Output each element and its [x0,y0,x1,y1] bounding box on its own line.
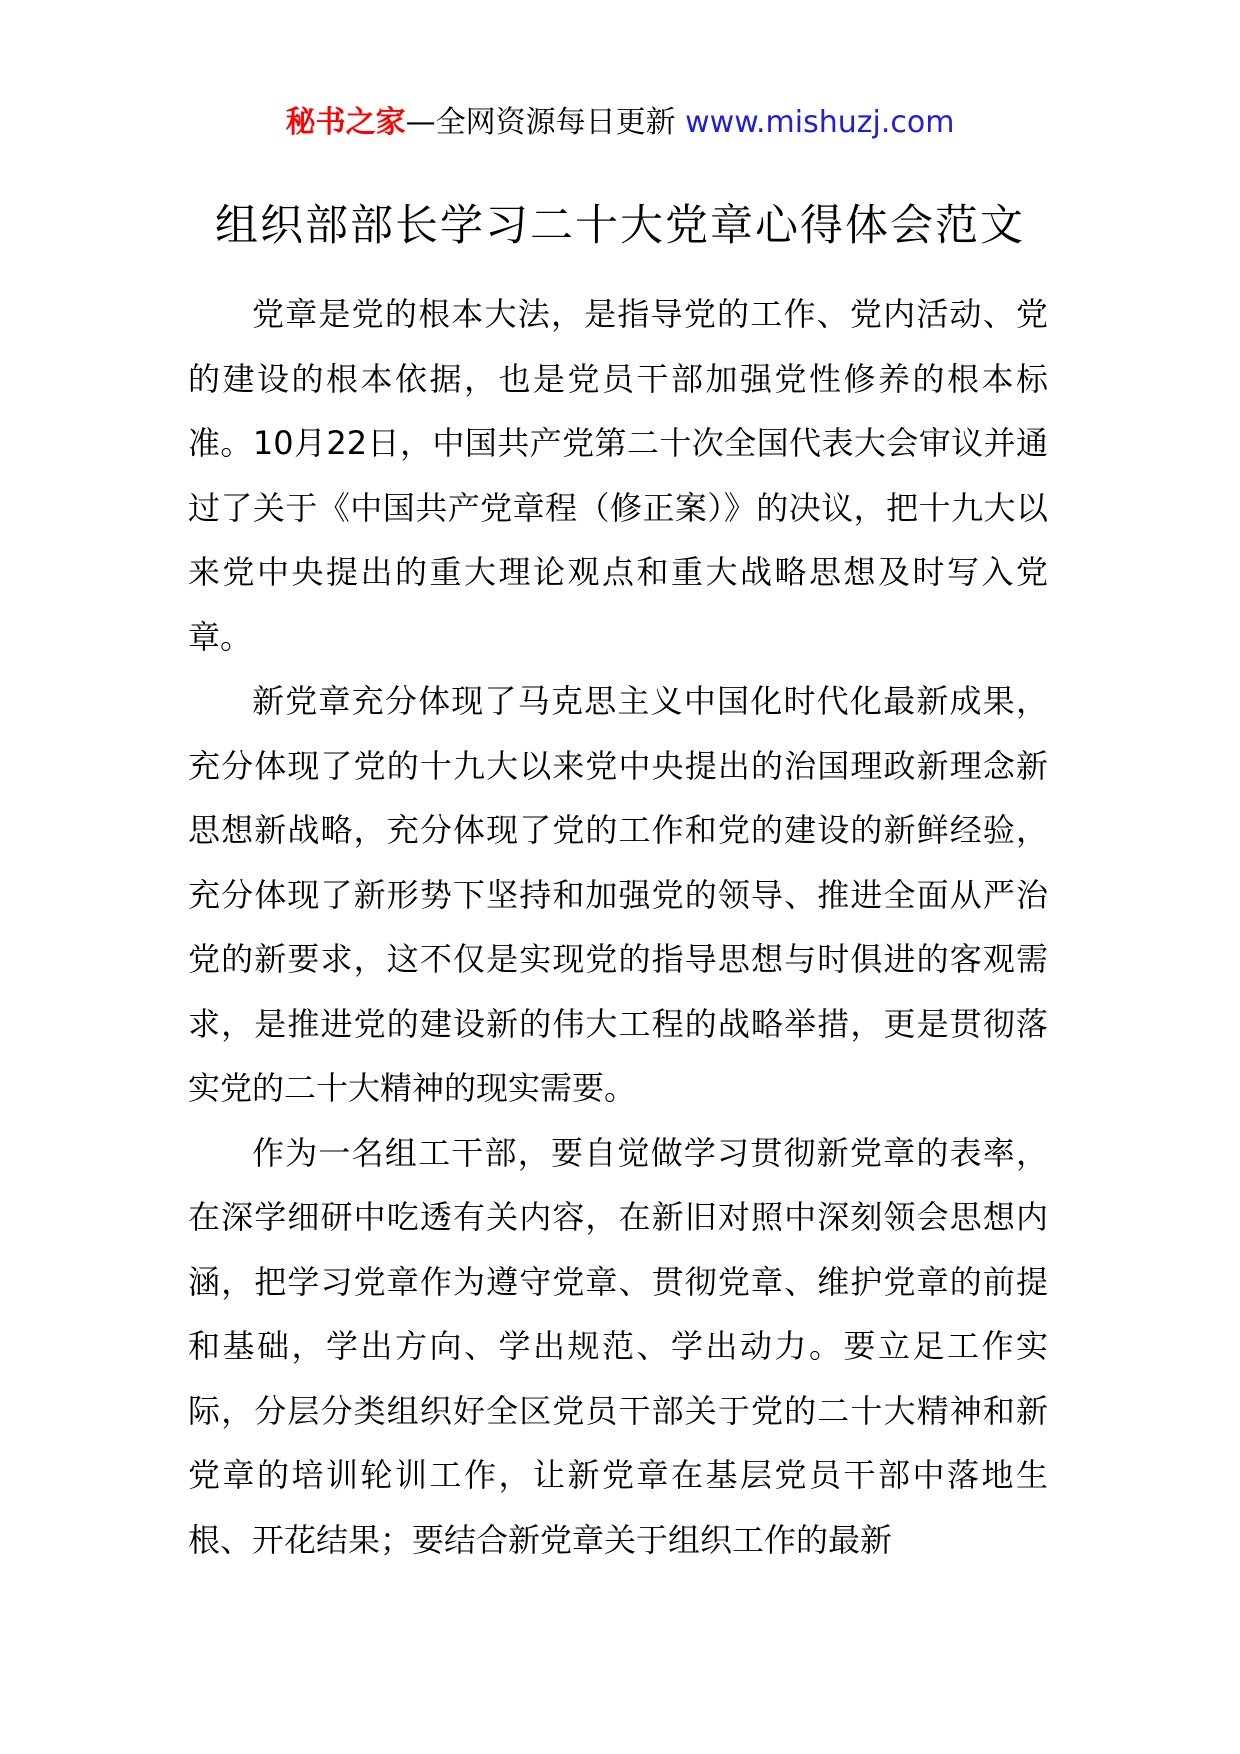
header-tagline: —全网资源每日更新 [405,105,686,140]
site-url-link[interactable]: www.mishuzj.com [685,105,955,140]
paragraph-1: 党章是党的根本大法，是指导党的工作、党内活动、党的建设的根本依据，也是党员干部加强党性修养的根本标准。10月22日，中国共产党第二十次全国代表大会审议并通过了关于《中国共产党章程（修正案）》的决议，把十九大以来党中央提出的重大理论观点和重大战略思想及时写入党章。 [188,295,1048,656]
document-title: 组织部部长学习二十大党章心得体会范文 [215,201,1025,251]
site-header [0,100,1240,146]
document-body [188,282,1048,1572]
brand-name: 秘书之家 [285,105,406,140]
paragraph-3: 作为一名组工干部，要自觉做学习贯彻新党章的表率，在深学细研中吃透有关内容，在新旧对照中深刻领会思想内涵，把学习党章作为遵守党章、贯彻党章、维护党章的前提和基础，学出方向、学出规范、学出动力。要立足工作实际，分层分类组织好全区党员干部关于党的二十大精神和新党章的培训轮训工作，让新党章在基层党员干部中落地生根、开花结果；要结合新党章关于组织工作的最新 [188,1133,1048,1559]
paragraph-2: 新党章充分体现了马克思主义中国化时代化最新成果，充分体现了党的十九大以来党中央提出的治国理政新理念新思想新战略，充分体现了党的工作和党的建设的新鲜经验，充分体现了新形势下坚持和加强党的领导、推进全面从严治党的新要求，这不仅是实现党的指导思想与时俱进的客观需求，是推进党的建设新的伟大工程的战略举措，更是贯彻落实党的二十大精神的现实需要。 [188,682,1048,1107]
